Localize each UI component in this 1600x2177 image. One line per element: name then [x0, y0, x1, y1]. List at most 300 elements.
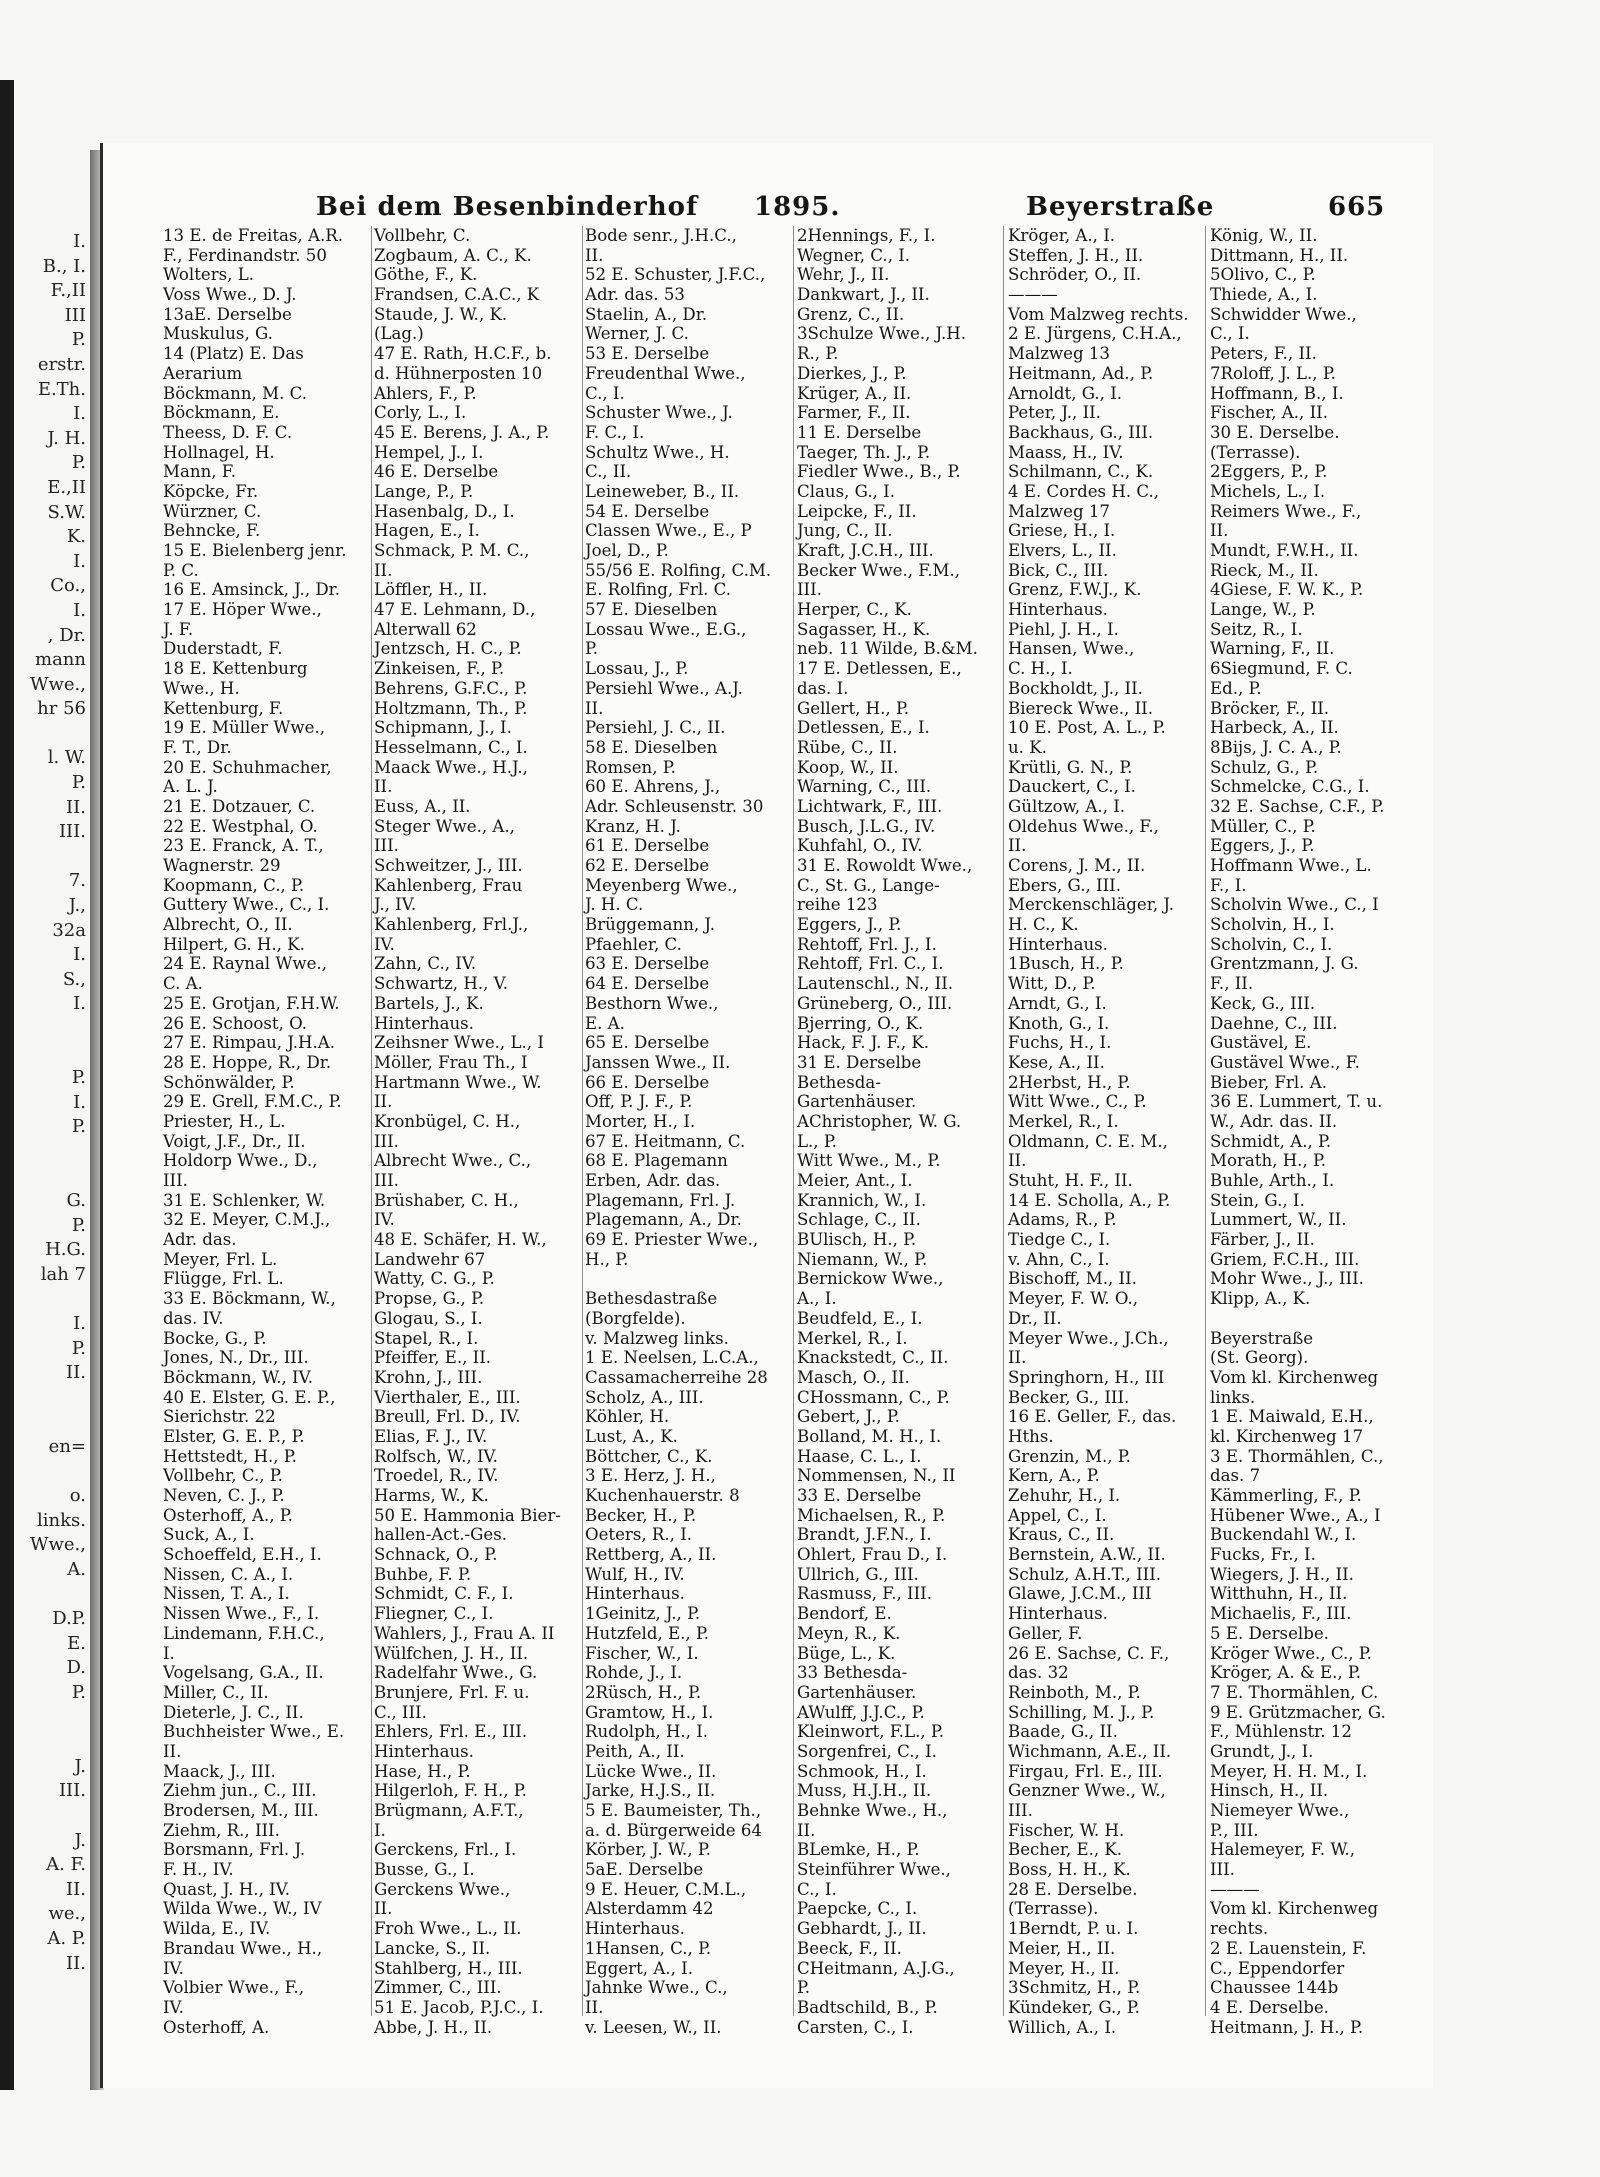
directory-entry-line: Kese, A., II. [1008, 1052, 1105, 1072]
directory-entry-line: Buhle, Arth., I. [1210, 1171, 1335, 1190]
previous-page-line: K. [66, 526, 86, 548]
directory-entry-line: Knackstedt, C., II. [797, 1348, 949, 1368]
directory-entry-line: Hutzfeld, E., P. [585, 1623, 710, 1643]
directory-entry-line: Dittmann, H., II. [1210, 245, 1349, 265]
directory-entry-line: Nommensen, N., II [797, 1466, 956, 1486]
directory-entry-line: Eggers, J., P. [797, 915, 902, 935]
directory-entry-line: II. [1008, 1151, 1027, 1171]
directory-entry-line: Schilling, M. J., P. [1008, 1702, 1155, 1722]
directory-entry-line: (Terrasse). [1210, 442, 1301, 462]
directory-entry-line: Lossau, J., P. [585, 659, 689, 679]
previous-page-line: D.P. [52, 1608, 86, 1630]
directory-entry-line: 30 E. Derselbe. [1210, 422, 1340, 442]
directory-entry-line: Reinboth, M., P. [1008, 1682, 1141, 1702]
directory-entry-line: Ed., P. [1210, 678, 1262, 698]
directory-entry-line: Lindemann, F.H.C., [163, 1623, 325, 1643]
previous-page-line [14, 1165, 86, 1190]
directory-entry-line: AWulff, J.J.C., P. [797, 1702, 925, 1722]
directory-entry-line: P., III. [1210, 1820, 1259, 1840]
directory-entry-line: Krüger, A., II. [797, 383, 912, 403]
directory-entry-line: Schweitzer, J., III. [374, 856, 523, 875]
directory-entry-line: Gartenhäuser. [797, 1682, 917, 1702]
directory-entry-line: 16 E. Geller, F., das. [1008, 1407, 1177, 1427]
directory-entry-line: Jung, C., II. [797, 521, 893, 541]
directory-entry-line: II. [374, 777, 393, 797]
directory-entry-line: Hase, H., P. [374, 1761, 471, 1781]
directory-entry-line: Meyer, H., II. [1008, 1958, 1120, 1978]
directory-entry-line: Hempel, J., I. [374, 442, 484, 462]
directory-entry-line: 58 E. Dieselben [585, 737, 718, 757]
directory-entry-line: Gebhardt, J., II. [797, 1919, 927, 1939]
directory-entry-line: Michaelsen, R., P. [797, 1505, 946, 1525]
previous-page-line [14, 1411, 86, 1436]
directory-entry-line: Stein, G., I. [1210, 1190, 1305, 1210]
directory-entry-line: Lust, A., K. [585, 1426, 678, 1446]
previous-page-line: J. [74, 1829, 86, 1851]
directory-entry-line: Oeters, R., I. [585, 1525, 693, 1545]
directory-entry-line: Krütli, G. N., P. [1008, 757, 1133, 777]
previous-page-line: S., [62, 968, 86, 990]
directory-entry-line: Scholvin, C., I. [1210, 934, 1333, 954]
directory-entry-line: Paepcke, C., I. [797, 1899, 918, 1919]
directory-entry-line: d. Hühnerposten 10 [374, 363, 543, 383]
directory-entry-line: Dieterle, J. C., II. [163, 1702, 304, 1722]
directory-entry-line: Witt, D., P. [1008, 974, 1096, 994]
directory-entry-line: 54 E. Derselbe [585, 501, 710, 521]
directory-entry-line: 3Schulze Wwe., J.H. [797, 324, 967, 344]
directory-entry-line: Steffen, J. H., II. [1008, 245, 1144, 265]
directory-entry-line: 68 E. Plagemann [585, 1151, 728, 1171]
directory-entry-line: kl. Kirchenweg 17 [1210, 1426, 1364, 1446]
directory-entry-line: Lange, P., P. [374, 481, 474, 501]
previous-page-line [14, 845, 86, 870]
directory-entry-line: Färber, J., II. [1210, 1230, 1315, 1250]
directory-entry-line: C., I. [797, 1879, 837, 1899]
directory-entry-line: das. 32 [1008, 1663, 1069, 1683]
directory-entry-line: Köpcke, Fr. [163, 481, 259, 501]
directory-entry-line: Glawe, J.C.M., III [1008, 1584, 1152, 1604]
directory-entry-line: Herper, C., K. [797, 600, 912, 620]
previous-page-line: l. W. [47, 747, 86, 769]
directory-entry-line: Nissen, T. A., I. [163, 1584, 290, 1604]
directory-entry-line: 5aE. Derselbe [585, 1860, 704, 1880]
directory-entry-line: Sierichstr. 22 [163, 1407, 276, 1427]
directory-entry-line: Warning, F., II. [1210, 639, 1335, 659]
directory-entry-line: Zinkeisen, F., P. [374, 659, 505, 679]
directory-entry-line: Grenzin, M., P. [1008, 1446, 1131, 1466]
directory-entry-line: II. [1008, 1348, 1027, 1368]
directory-entry-line: Persiehl, J. C., II. [585, 718, 726, 738]
directory-entry-line: AChristopher, W. G. [797, 1111, 962, 1131]
previous-page-line: we., [48, 1903, 86, 1925]
directory-entry-line: 63 E. Derselbe [585, 954, 710, 974]
previous-page-line: F.,II [50, 280, 86, 302]
directory-entry-line: Adr. das. [163, 1230, 237, 1250]
directory-entry-line: Hasenbalg, D., I. [374, 501, 515, 521]
directory-entry-line: Taeger, Th. J., P. [797, 442, 931, 462]
directory-entry-line: Gustävel, E. [1210, 1033, 1312, 1053]
directory-entry-line: Bernickow Wwe., [797, 1269, 944, 1289]
directory-entry-line: C., I. [585, 383, 625, 403]
directory-entry-line: Peter, J., II. [1008, 403, 1101, 423]
directory-entry-line: Suck, A., I. [163, 1525, 255, 1545]
directory-entry-line: ——— [1008, 285, 1058, 305]
directory-entry-line: Staude, J. W., K. [374, 304, 508, 324]
directory-entry-line: 66 E. Derselbe [585, 1072, 710, 1092]
directory-entry-line: Wolters, L. [163, 265, 255, 285]
directory-entry-line: Bockholdt, J., II. [1008, 678, 1143, 698]
directory-entry-line: Seitz, R., I. [1210, 619, 1303, 639]
directory-entry-line: 18 E. Kettenburg [163, 659, 308, 679]
directory-entry-line: Heitmann, Ad., P. [1008, 363, 1154, 383]
directory-entry-line: 29 E. Grell, F.M.C., P. [163, 1092, 342, 1112]
directory-entry-line: Hinterhaus. [374, 1741, 474, 1761]
previous-page-line: II. [66, 1362, 86, 1384]
previous-page-line [14, 1583, 86, 1608]
directory-entry-line: 3 E. Herz, J. H., [585, 1466, 716, 1486]
directory-entry-line: Meier, Ant., I. [797, 1171, 913, 1190]
directory-entry-line: Müller, C., P. [1210, 816, 1316, 836]
directory-entry-line: Malzweg 17 [1008, 501, 1110, 521]
directory-entry-line: Schönwälder, P. [163, 1072, 295, 1092]
directory-entry-line: Voigt, J.F., Dr., II. [163, 1131, 306, 1151]
directory-entry-line: Hths. [1008, 1426, 1054, 1446]
directory-entry-line: Daehne, C., III. [1210, 1013, 1338, 1033]
directory-entry-line: Hinterhaus. [1008, 600, 1108, 620]
directory-entry-line: P. [797, 1978, 811, 1998]
directory-entry-line: 53 E. Derselbe [585, 344, 710, 364]
directory-entry-line: Sagasser, H., K. [797, 619, 931, 639]
directory-entry-line: Scholvin, H., I. [1210, 915, 1335, 935]
directory-entry-line: Vollbehr, C., P. [163, 1466, 283, 1486]
previous-page-line: P. [71, 1116, 86, 1138]
directory-entry-line: Busch, J.L.G., IV. [797, 816, 936, 836]
directory-entry-line: Eggers, J., P. [1210, 836, 1315, 856]
directory-entry-line: Meier, H., II. [1008, 1938, 1116, 1958]
directory-entry-line: das. I. [797, 678, 849, 698]
directory-entry-line: W., Adr. das. II. [1210, 1111, 1338, 1131]
directory-entry-line: Romsen, P. [585, 757, 676, 777]
previous-page-line: E.,II [47, 476, 86, 498]
directory-entry-line: Maass, H., IV. [1008, 442, 1124, 462]
directory-entry-line: Vollbehr, C. [374, 226, 471, 245]
directory-entry-line: Beyerstraße [1210, 1328, 1314, 1348]
directory-entry-line: P. C. [163, 560, 199, 580]
directory-entry-line: Gültzow, A., I. [1008, 796, 1126, 816]
directory-entry-line: Biereck Wwe., II. [1008, 698, 1153, 718]
directory-entry-line: Fiedler Wwe., B., P. [797, 462, 961, 482]
previous-page-line [14, 1460, 86, 1485]
directory-entry-line: das. 7 [1210, 1466, 1261, 1486]
directory-entry-line: Beudfeld, E., I. [797, 1308, 923, 1328]
directory-entry-line: Becker, H., P. [585, 1505, 697, 1525]
directory-entry-line: Löffler, H., II. [374, 580, 488, 600]
directory-entry-line: 32 E. Meyer, C.M.J., [163, 1210, 331, 1230]
directory-entry-line: Hilgerloh, F. H., P. [374, 1781, 527, 1801]
directory-entry-line: Kämmerling, F., P. [1210, 1486, 1362, 1505]
directory-entry-line: Schlage, C., II. [797, 1210, 921, 1230]
directory-entry-line: Chaussee 144b [1210, 1978, 1339, 1998]
directory-entry-line: IV. [163, 1958, 184, 1978]
directory-entry-line: 33 E. Derselbe [797, 1486, 922, 1505]
directory-entry-line: 26 E. Schoost, O. [163, 1013, 308, 1033]
directory-entry-line: 57 E. Dieselben [585, 600, 718, 620]
previous-page-line: III. [58, 821, 86, 843]
directory-entry-line [585, 1269, 795, 1289]
directory-entry-line: Koopmann, C., P. [163, 875, 305, 895]
directory-entry-line: Lücke Wwe., II. [585, 1761, 717, 1781]
directory-entry-line: Wilda Wwe., W., IV [163, 1899, 322, 1919]
directory-entry-line: Rolfsch, W., IV. [374, 1446, 498, 1466]
directory-entry-line: Jahnke Wwe., C., [585, 1978, 728, 1998]
directory-entry-line: CHeitmann, A.J.G., [797, 1958, 955, 1978]
directory-entry-line: Bartels, J., K. [374, 993, 484, 1013]
directory-entry-line: J. F. [163, 619, 194, 639]
directory-entry-line: Meyer, H. H. M., I. [1210, 1761, 1368, 1781]
directory-entry-line: Jentzsch, H. C., P. [374, 639, 522, 659]
directory-entry-line: 50 E. Hammonia Bier- [374, 1505, 561, 1525]
directory-entry-line: 27 E. Rimpau, J.H.A. [163, 1033, 335, 1053]
previous-page-line [14, 1017, 86, 1042]
directory-entry-line: 69 E. Priester Wwe., [585, 1230, 759, 1250]
directory-entry-line: Lancke, S., II. [374, 1938, 491, 1958]
directory-entry-line: Leineweber, B., II. [585, 481, 740, 501]
directory-entry-line: Michaelis, F., III. [1210, 1604, 1352, 1624]
directory-entry-line: Wülfchen, J. H., II. [374, 1643, 529, 1663]
previous-page-line: I. [73, 403, 86, 425]
directory-entry-line: Grenz, C., II. [797, 304, 905, 324]
previous-page-line: J. H. [47, 427, 86, 449]
directory-entry-line: C. H., I. [1008, 659, 1073, 679]
directory-entry-line: Priester, H., L. [163, 1111, 286, 1131]
header-section-title: Bei dem Besenbinderhof [316, 192, 699, 222]
directory-entry-line: Detlessen, E., I. [797, 718, 930, 738]
directory-entry-line: Theess, D. F. C. [163, 422, 293, 442]
directory-entry-line: Schuster Wwe., J. [585, 403, 733, 423]
directory-entry-line: 55/56 E. Rolfing, C.M. [585, 560, 772, 580]
directory-entry-line: Duderstadt, F. [163, 639, 283, 659]
directory-entry-line: Besthorn Wwe., [585, 993, 719, 1013]
directory-entry-line: Malzweg 13 [1008, 344, 1110, 364]
directory-entry-line: Schmidt, C. F., I. [374, 1584, 514, 1604]
previous-page-line: B., I. [42, 255, 86, 277]
previous-page-line: , Dr. [47, 624, 86, 646]
directory-entry-line: Wagnerstr. 29 [163, 856, 281, 875]
directory-entry-line: Ohlert, Frau D., I. [797, 1545, 948, 1565]
directory-entry-line: C., I. [1210, 324, 1250, 344]
directory-entry-line: Busse, G., I. [374, 1860, 475, 1880]
directory-entry-line: Plagemann, A., Dr. [585, 1210, 742, 1230]
directory-entry-line: Breull, Frl. D., IV. [374, 1407, 521, 1427]
directory-entry-line: Fischer, W., I. [585, 1643, 699, 1663]
directory-entry-line: Glogau, S., I. [374, 1308, 483, 1328]
directory-entry-line: Köhler, H. [585, 1407, 670, 1427]
directory-entry-line: Jones, N., Dr., III. [163, 1348, 309, 1368]
directory-entry-line: Wulf, H., IV. [585, 1564, 685, 1584]
directory-entry-line: Rasmuss, F., III. [797, 1584, 932, 1604]
directory-entry-line: Lichtwark, F., III. [797, 796, 943, 816]
directory-entry-line: 5 E. Derselbe. [1210, 1623, 1329, 1643]
directory-entry-line: Hesselmann, C., I. [374, 737, 528, 757]
directory-entry-line: F., Ferdinandstr. 50 [163, 245, 327, 265]
directory-entry-line: Haase, C. L., I. [797, 1446, 922, 1466]
directory-entry-line: Brodersen, M., III. [163, 1801, 319, 1820]
directory-entry-line: Masch, O., II. [797, 1367, 910, 1387]
directory-entry-line: 6Siegmund, F. C. [1210, 659, 1353, 679]
directory-entry-line: Elias, F. J., IV. [374, 1426, 488, 1446]
directory-entry-line: Landwehr 67 [374, 1249, 486, 1269]
directory-entry-line: Kranz, H. J. [585, 816, 681, 836]
directory-entry-line: Hinterhaus. [585, 1919, 685, 1939]
directory-entry-line: Dierkes, J., P. [797, 363, 907, 383]
directory-entry-line: 1 E. Neelsen, L.C.A., [585, 1348, 759, 1368]
directory-entry-line: 10 E. Post, A. L., P. [1008, 718, 1166, 738]
directory-entry-line: Sorgenfrei, C., I. [797, 1741, 937, 1761]
directory-entry-line: 31 E. Derselbe [797, 1052, 922, 1072]
previous-page-line: Wwe., [29, 673, 86, 695]
directory-entry-line: Mann, F. [163, 462, 237, 482]
previous-page-line: Co., [50, 575, 86, 597]
directory-entry-line: Werner, J. C. [585, 324, 689, 344]
directory-entry-line: Froh Wwe., L., II. [374, 1919, 522, 1939]
directory-entry-line: Firgau, Frl. E., III. [1008, 1761, 1163, 1781]
directory-entry-line: 28 E. Derselbe. [1008, 1879, 1138, 1899]
directory-entry-line: Schipmann, J., I. [374, 718, 512, 738]
directory-entry-line: Rehtoff, Frl. J., I. [797, 934, 937, 954]
directory-entry-line: 2Herbst, H., P. [1008, 1072, 1131, 1092]
previous-page-line: P. [71, 329, 86, 351]
directory-entry-line: Merkel, R., I. [797, 1328, 908, 1348]
directory-entry-line: Brügmann, A.F.T., [374, 1801, 524, 1820]
directory-entry-line: 52 E. Schuster, J.F.C., [585, 265, 766, 285]
directory-entry-line: A. L. J. [163, 777, 218, 797]
directory-entry-line: Witt Wwe., C., P. [1008, 1092, 1147, 1112]
directory-entry-line: Leipcke, F., II. [797, 501, 917, 521]
directory-entry-line: Albrecht Wwe., C., [374, 1151, 532, 1171]
directory-entry-line: Hettstedt, H., P. [163, 1446, 297, 1466]
directory-entry-line: v. Leesen, W., II. [585, 2017, 722, 2037]
directory-entry-line: König, W., II. [1210, 226, 1318, 245]
directory-entry-line: Scholz, A., III. [585, 1387, 704, 1407]
directory-entry-line: Rehtoff, Frl. C., I. [797, 954, 944, 974]
directory-entry-line: Schmidt, A., P. [1210, 1131, 1332, 1151]
directory-entry-line: 13 E. de Freitas, A.R. [163, 226, 343, 245]
directory-entry-line: 47 E. Rath, H.C.F., b. [374, 344, 552, 364]
directory-entry-line: Ziehm, R., III. [163, 1820, 280, 1840]
directory-entry-line: Buckendahl W., I. [1210, 1525, 1357, 1545]
directory-entry-line: Corly, L., I. [374, 403, 467, 423]
directory-entry-line: Zogbaum, A. C., K. [374, 245, 532, 265]
directory-entry-line: 5 E. Baumeister, Th., [585, 1801, 762, 1820]
directory-entry-line: Alsterdamm 42 [585, 1899, 714, 1919]
directory-entry-line: Schnack, O., P. [374, 1545, 498, 1565]
directory-entry-line: III. [1210, 1860, 1235, 1880]
directory-entry-line: III. [374, 1131, 399, 1151]
directory-entry-line: Staelin, A., Dr. [585, 304, 708, 324]
directory-entry-line: III. [374, 1171, 399, 1190]
directory-entry-line: 47 E. Lehmann, D., [374, 600, 536, 620]
directory-entry-line: Ahlers, F., P. [374, 383, 477, 403]
directory-entry-line: Morath, H., P. [1210, 1151, 1327, 1171]
directory-entry-line: Grundt, J., I. [1210, 1741, 1314, 1761]
directory-entry-line: Schröder, O., II. [1008, 265, 1142, 285]
directory-entry-line: 4 E. Cordes H. C., [1008, 481, 1160, 501]
previous-page-line: P. [71, 1682, 86, 1704]
directory-entry-line: Genzner Wwe., W., [1008, 1781, 1166, 1801]
directory-entry-line: 24 E. Raynal Wwe., [163, 954, 327, 974]
directory-entry-line: 3Schmitz, H., P. [1008, 1978, 1141, 1998]
previous-page-line [14, 1140, 86, 1165]
directory-entry-line: Joel, D., P. [585, 541, 669, 560]
directory-entry-line: II. [585, 1997, 604, 2017]
directory-entry-line: Büge, L., K. [797, 1643, 896, 1663]
directory-entry-line [1210, 1309, 1420, 1329]
previous-page-line: H.G. [45, 1239, 86, 1261]
directory-entry-line: Abbe, J. H., II. [374, 2017, 493, 2037]
directory-entry-line: 62 E. Derselbe [585, 856, 710, 875]
directory-entry-line: Pfeiffer, E., II. [374, 1348, 492, 1368]
directory-entry-line: Lossau Wwe., E.G., [585, 619, 747, 639]
directory-column-1 [163, 226, 373, 2037]
directory-entry-line: Adr. Schleusenstr. 30 [585, 796, 764, 816]
directory-entry-line: II. [374, 1092, 393, 1112]
directory-entry-line: 20 E. Schuhmacher, [163, 757, 332, 777]
directory-entry-line: Schilmann, C., K. [1008, 462, 1154, 482]
header-year: 1895. [754, 192, 841, 222]
directory-entry-line: 48 E. Schäfer, H. W., [374, 1230, 547, 1250]
previous-page-line: P. [71, 772, 86, 794]
directory-entry-line: v. Ahn, C., I. [1008, 1249, 1110, 1269]
directory-entry-line: II. [374, 1899, 393, 1919]
directory-entry-line: 4 E. Derselbe. [1210, 1997, 1329, 2017]
previous-page-line: J. [74, 1755, 86, 1777]
directory-entry-line: Harbeck, A., II. [1210, 718, 1339, 738]
directory-entry-line: Flügge, Frl. L. [163, 1269, 284, 1289]
directory-entry-line: Buchheister Wwe., E. [163, 1722, 345, 1742]
directory-entry-line: Meyenberg Wwe., [585, 875, 738, 895]
directory-entry-line: 26 E. Sachse, C. F., [1008, 1643, 1170, 1663]
previous-page-line: A. P. [47, 1927, 86, 1949]
directory-entry-line: Fischer, A., II. [1210, 403, 1328, 423]
directory-entry-line: neb. 11 Wilde, B.&M. [797, 639, 978, 659]
directory-entry-line: Stuht, H. F., II. [1008, 1171, 1133, 1190]
directory-entry-line: Böttcher, C., K. [585, 1446, 713, 1466]
directory-entry-line: Euss, A., II. [374, 796, 471, 816]
directory-entry-line: Rettberg, A., II. [585, 1545, 717, 1565]
directory-entry-line: Hinterhaus. [1008, 934, 1108, 954]
directory-entry-line: links. [1210, 1387, 1256, 1407]
directory-entry-line: Becher, E., K. [1008, 1840, 1123, 1860]
directory-entry-line: Wilda, E., IV. [163, 1919, 271, 1939]
directory-entry-line: F., I. [1210, 875, 1247, 895]
directory-entry-line: Meyer, Frl. L. [163, 1249, 278, 1269]
directory-entry-line: Gerckens, Frl., I. [374, 1840, 517, 1860]
directory-entry-line: Kuhfahl, O., IV. [797, 836, 923, 856]
directory-entry-line: Kleinwort, F.L., P. [797, 1722, 944, 1742]
directory-entry-line: 46 E. Derselbe [374, 462, 499, 482]
directory-entry-line: Neven, C. J., P. [163, 1486, 285, 1505]
directory-entry-line: Hoffmann Wwe., L. [1210, 856, 1372, 875]
directory-entry-line: Appel, C., I. [1008, 1505, 1107, 1525]
directory-entry-line: II. [585, 698, 604, 718]
directory-entry-line: Erben, Adr. das. [585, 1171, 721, 1190]
directory-entry-line: 31 E. Schlenker, W. [163, 1190, 326, 1210]
previous-page-line [14, 1706, 86, 1731]
directory-entry-line: 64 E. Derselbe [585, 974, 710, 994]
directory-entry-line: Hagen, E., I. [374, 521, 480, 541]
directory-entry-line: Wegner, C., I. [797, 245, 911, 265]
directory-entry-line: Kuchenhauerstr. 8 [585, 1486, 740, 1505]
